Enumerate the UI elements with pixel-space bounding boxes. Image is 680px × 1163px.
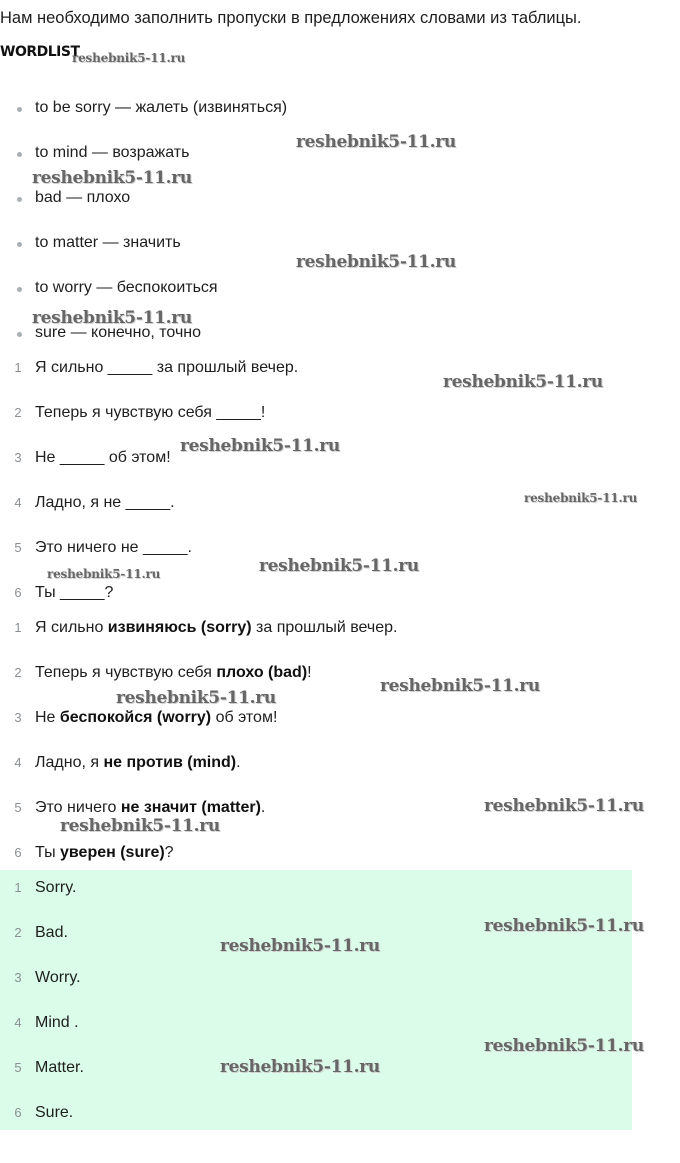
answer-text: Sorry. <box>35 879 77 896</box>
watermark: reshebnik5-11.ru <box>47 567 161 581</box>
answer-word: извиняюсь (sorry) <box>107 619 252 636</box>
watermark: reshebnik5-11.ru <box>443 372 603 392</box>
sentence-text: Не беспокойся (worry) об этом! <box>35 709 278 726</box>
answer-text: Mind . <box>35 1014 79 1031</box>
item-number: 6 <box>14 585 22 600</box>
wordlist-title: WORDLIST <box>0 44 80 60</box>
answer-text: Worry. <box>35 969 81 986</box>
answer-word: беспокойся (worry) <box>59 709 212 726</box>
sentence-text: Ты уверен (sure)? <box>35 844 174 861</box>
answer-word: не значит (matter) <box>120 799 261 816</box>
watermark: reshebnik5-11.ru <box>259 556 419 576</box>
bullet-icon <box>17 152 22 157</box>
watermark: reshebnik5-11.ru <box>72 51 186 65</box>
sentence-text: Я сильно извиняюсь (sorry) за прошлый вечер. <box>35 619 398 636</box>
wordlist-item-text: to mind — возражать <box>35 144 190 161</box>
bullet-icon <box>17 197 22 202</box>
bullet-icon <box>17 107 22 112</box>
sentence-text: Ладно, я не против (mind). <box>35 754 241 771</box>
answer-word: плохо (bad) <box>216 664 308 681</box>
wordlist-item-text: to worry — беспокоиться <box>35 279 218 296</box>
intro-text: Нам необходимо заполнить пропуски в предложениях словами из таблицы. <box>0 9 582 27</box>
bullet-icon <box>17 242 22 247</box>
watermark: reshebnik5-11.ru <box>380 676 540 696</box>
watermark: reshebnik5-11.ru <box>220 1057 380 1077</box>
item-number: 4 <box>14 755 22 770</box>
answer-word: уверен (sure) <box>60 844 165 861</box>
wordlist-item-text: to be sorry — жалеть (извиняться) <box>35 99 288 116</box>
item-number: 5 <box>14 540 22 555</box>
item-number: 4 <box>14 1015 22 1030</box>
answer-text: Sure. <box>35 1104 74 1121</box>
watermark: reshebnik5-11.ru <box>60 816 220 836</box>
item-number: 6 <box>14 845 22 860</box>
watermark: reshebnik5-11.ru <box>296 132 456 152</box>
answers-box <box>0 870 632 1130</box>
sentence-text: Ладно, я не _____. <box>35 494 175 511</box>
watermark: reshebnik5-11.ru <box>220 936 380 956</box>
watermark: reshebnik5-11.ru <box>116 688 276 708</box>
wordlist-item-text: sure — конечно, точно <box>35 324 202 341</box>
item-number: 5 <box>14 800 22 815</box>
watermark: reshebnik5-11.ru <box>484 796 644 816</box>
sentence-text: Теперь я чувствую себя _____! <box>35 404 266 421</box>
watermark: reshebnik5-11.ru <box>524 491 638 505</box>
watermark: reshebnik5-11.ru <box>32 308 192 328</box>
item-number: 3 <box>14 710 22 725</box>
item-number: 2 <box>14 925 22 940</box>
sentence-text: Не _____ об этом! <box>35 449 171 466</box>
bullet-icon <box>17 287 22 292</box>
wordlist-item-text: to matter — значить <box>35 234 181 251</box>
watermark: reshebnik5-11.ru <box>32 168 192 188</box>
sentence-text: Я сильно _____ за прошлый вечер. <box>35 359 299 376</box>
item-number: 3 <box>14 450 22 465</box>
answer-text: Bad. <box>35 924 68 941</box>
item-number: 1 <box>14 620 22 635</box>
item-number: 4 <box>14 495 22 510</box>
sentence-text: Это ничего не _____. <box>35 539 192 556</box>
watermark: reshebnik5-11.ru <box>180 436 340 456</box>
item-number: 5 <box>14 1060 22 1075</box>
item-number: 1 <box>14 880 22 895</box>
sentence-text: Ты _____? <box>35 584 114 601</box>
sentence-text: Это ничего не значит (matter). <box>35 799 266 816</box>
watermark: reshebnik5-11.ru <box>296 252 456 272</box>
item-number: 1 <box>14 360 22 375</box>
sentence-text: Теперь я чувствую себя плохо (bad)! <box>35 664 312 681</box>
watermark: reshebnik5-11.ru <box>484 916 644 936</box>
answer-word: не против (mind) <box>103 754 237 771</box>
item-number: 3 <box>14 970 22 985</box>
item-number: 2 <box>14 665 22 680</box>
wordlist-item-text: bad — плохо <box>35 189 131 206</box>
item-number: 6 <box>14 1105 22 1120</box>
item-number: 2 <box>14 405 22 420</box>
answer-text: Matter. <box>35 1059 84 1076</box>
watermark: reshebnik5-11.ru <box>484 1036 644 1056</box>
bullet-icon <box>17 332 22 337</box>
